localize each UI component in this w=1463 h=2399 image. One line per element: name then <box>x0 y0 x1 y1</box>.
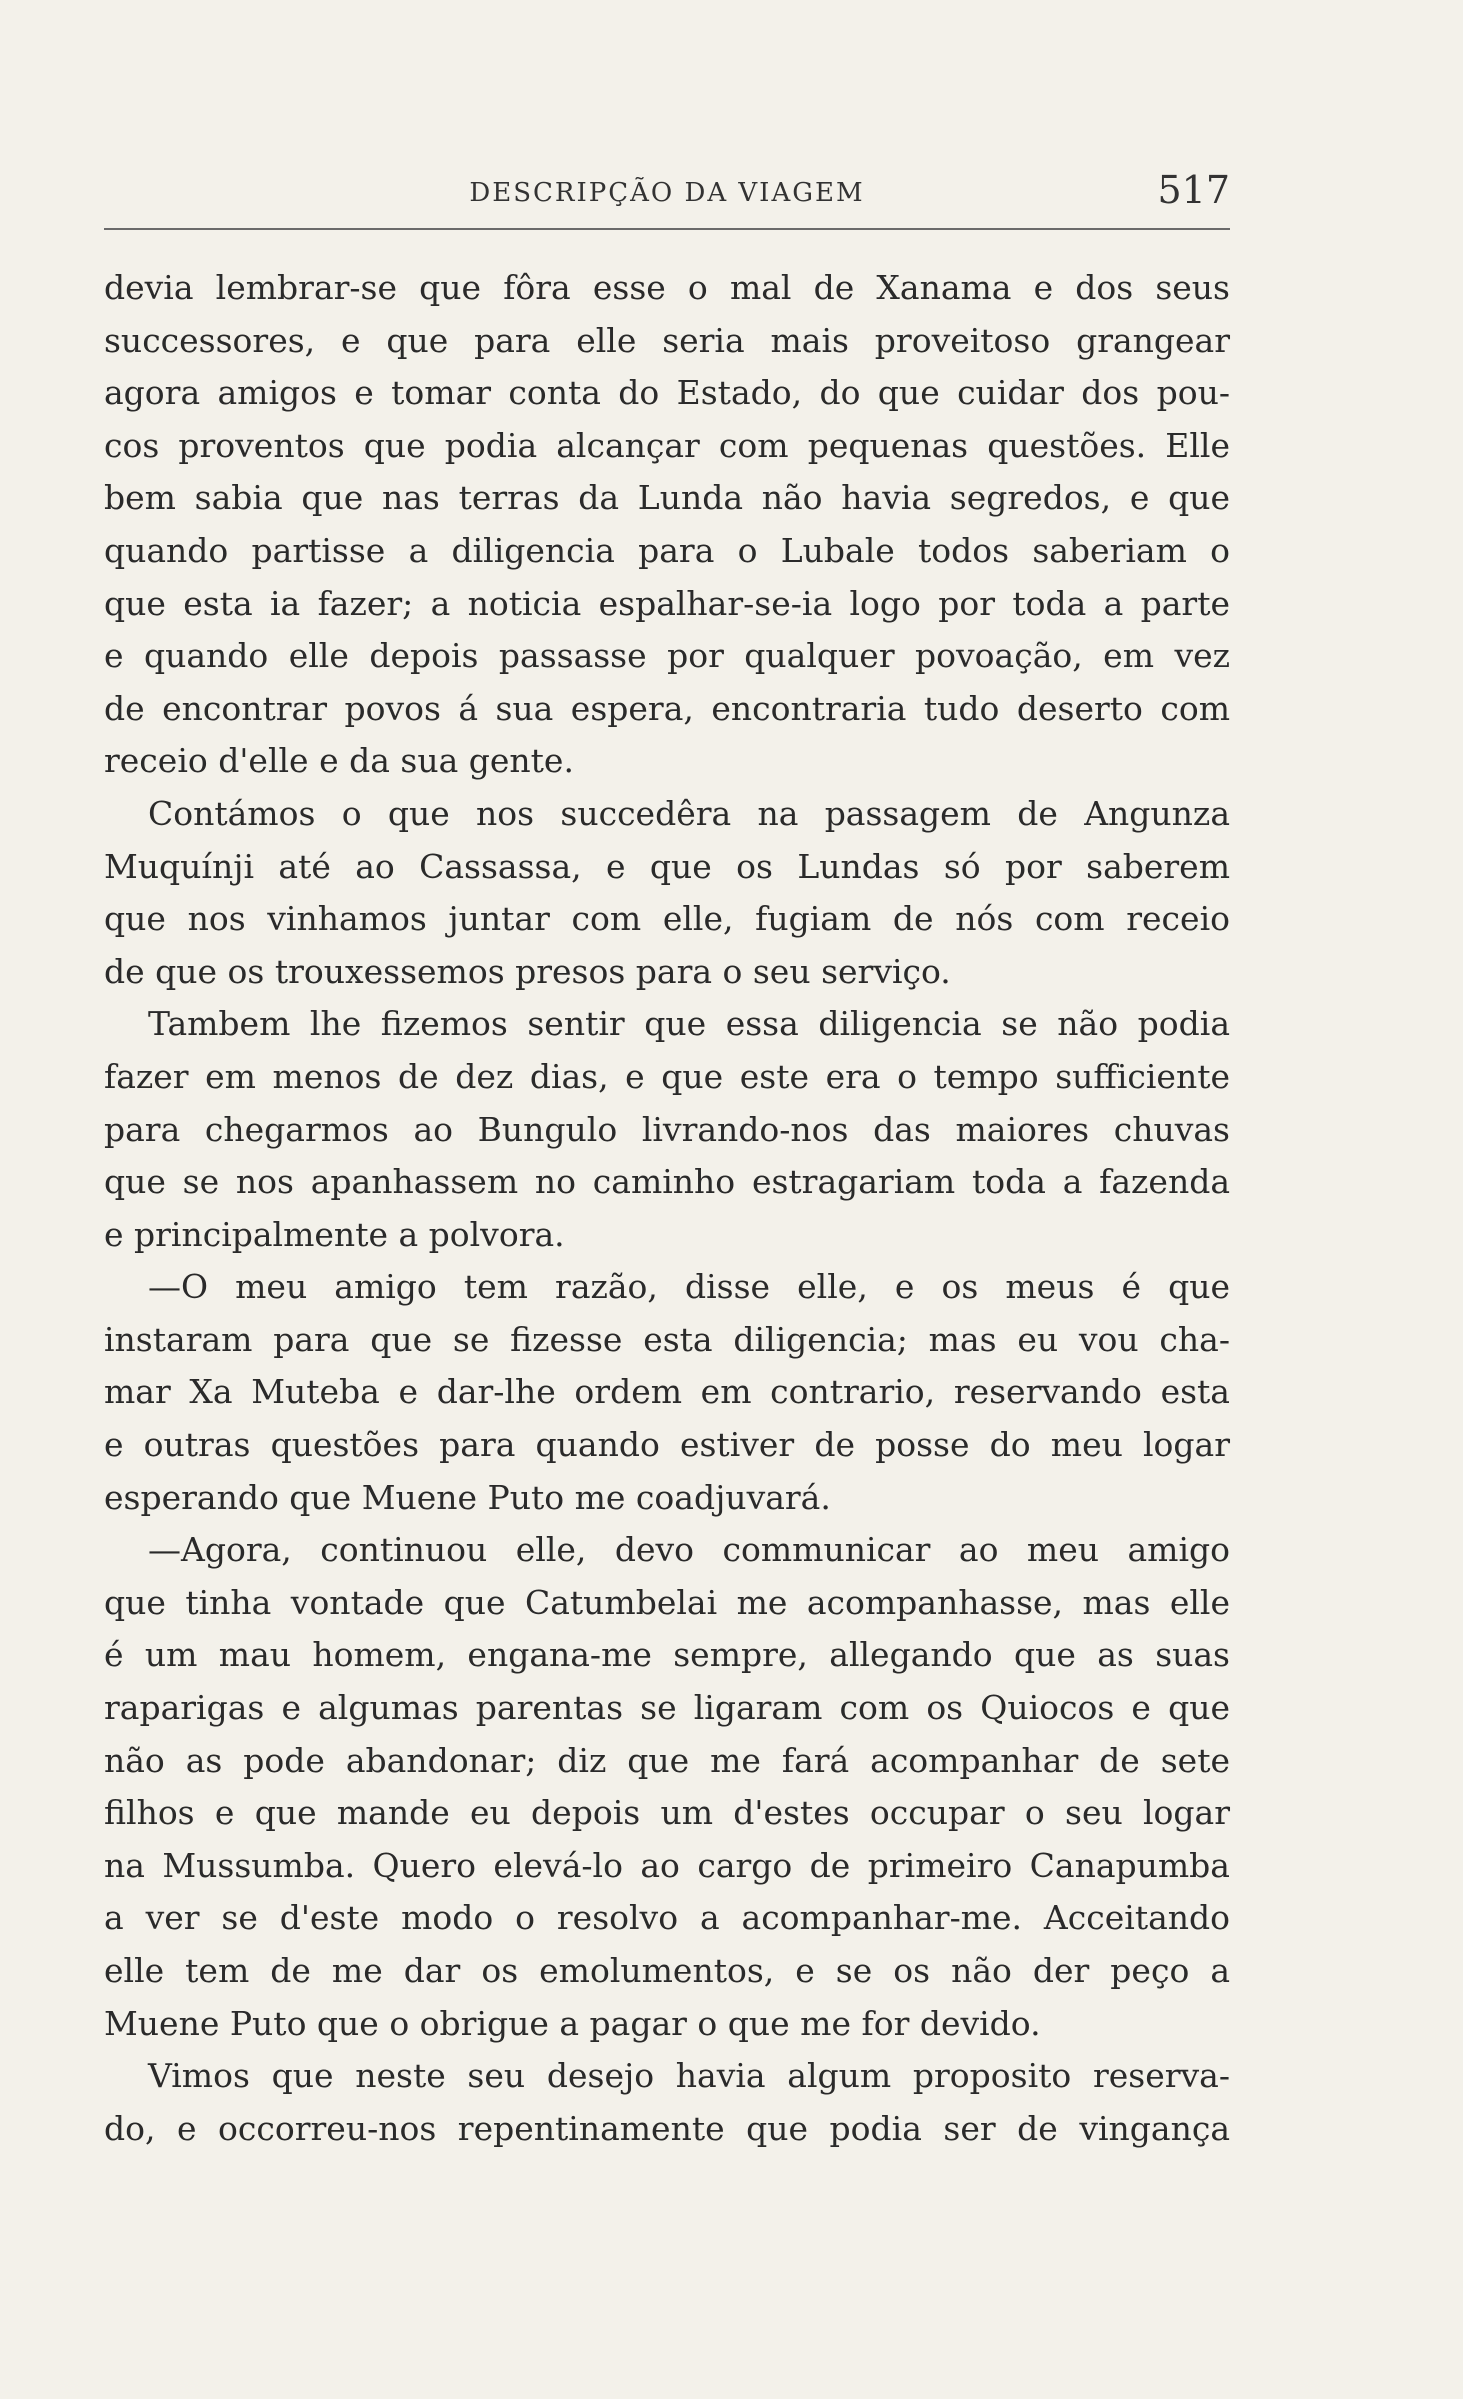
text-line: elle tem de me dar os emolumentos, e se os não der peço a <box>104 1951 1230 1990</box>
text-line: raparigas e algumas parentas se ligaram com os Quiocos e que <box>104 1688 1230 1728</box>
text-line: —O meu amigo tem razão, disse elle, e os meus é que <box>148 1267 1230 1307</box>
text-line: que nos vinhamos juntar com elle, fugiam de nós com receio <box>104 899 1230 939</box>
text-line: Muquínji até ao Cassassa, e que os Lundas só por saberem <box>104 846 1230 886</box>
text-line: é um mau homem, engana-me sempre, allegando que as suas <box>104 1635 1230 1675</box>
text-line: para chegarmos ao Bungulo livrando-nos das maiores chuvas <box>104 1109 1230 1149</box>
text-line: na Mussumba. Quero elevá-lo ao cargo de primeiro Canapumba <box>104 1845 1230 1885</box>
text-line: do, e occorreu-nos repentinamente que podia ser de vingança <box>104 2108 1230 2148</box>
page-number: 517 <box>1157 168 1230 212</box>
body-text <box>104 262 1230 2155</box>
text-line: Contámos o que nos succedêra na passagem de Angunza <box>148 793 1230 833</box>
text-line: que se nos apanhassem no caminho estragariam toda a fazenda <box>104 1162 1230 1202</box>
text-line: Vimos que neste seu desejo havia algum proposito reserva- <box>148 2056 1230 2096</box>
text-line: instaram para que se fizesse esta diligencia; mas eu vou cha- <box>104 1319 1230 1359</box>
text-line: não as pode abandonar; diz que me fará acompanhar de sete <box>104 1740 1230 1780</box>
text-line: que esta ia fazer; a noticia espalhar-se-ia logo por toda a parte <box>104 583 1230 623</box>
text-line: e principalmente a polvora. <box>104 1214 565 1254</box>
text-line: devia lembrar-se que fôra esse o mal de Xanama e dos seus <box>104 268 1230 307</box>
text-line: quando partisse a diligencia para o Lubale todos saberiam o <box>104 530 1230 570</box>
header-rule <box>104 228 1230 230</box>
running-title: DESCRIPÇÃO DA VIAGEM <box>469 178 865 208</box>
text-line: —Agora, continuou elle, devo communicar ao meu amigo <box>148 1530 1230 1570</box>
text-line: mar Xa Muteba e dar-lhe ordem em contrario, reservando esta <box>104 1372 1230 1412</box>
text-line: e quando elle depois passasse por qualquer povoação, em vez <box>104 636 1230 676</box>
text-line: receio d'elle e da sua gente. <box>104 741 574 781</box>
text-line: successores, e que para elle seria mais proveitoso grangear <box>104 320 1230 360</box>
text-line: de que os trouxessemos presos para o seu serviço. <box>104 951 951 991</box>
text-line: de encontrar povos á sua espera, encontraria tudo deserto com <box>104 688 1230 728</box>
text-line: bem sabia que nas terras da Lunda não havia segredos, e que <box>104 478 1230 518</box>
text-line: filhos e que mande eu depois um d'estes occupar o seu logar <box>104 1793 1230 1833</box>
text-line: que tinha vontade que Catumbelai me acompanhasse, mas elle <box>104 1582 1230 1622</box>
text-line: esperando que Muene Puto me coadjuvará. <box>104 1477 831 1517</box>
text-line: cos proventos que podia alcançar com pequenas questões. Elle <box>104 425 1230 465</box>
text-line: fazer em menos de dez dias, e que este era o tempo sufficiente <box>104 1056 1230 1096</box>
text-line: Tambem lhe fizemos sentir que essa diligencia se não podia <box>148 1004 1230 1044</box>
text-line: e outras questões para quando estiver de posse do meu logar <box>104 1425 1230 1465</box>
text-line: agora amigos e tomar conta do Estado, do que cuidar dos pou- <box>104 373 1230 413</box>
text-line: a ver se d'este modo o resolvo a acompanhar-me. Acceitando <box>104 1898 1230 1938</box>
page-header <box>104 168 1230 218</box>
text-line: Muene Puto que o obrigue a pagar o que me for devido. <box>104 2003 1041 2043</box>
